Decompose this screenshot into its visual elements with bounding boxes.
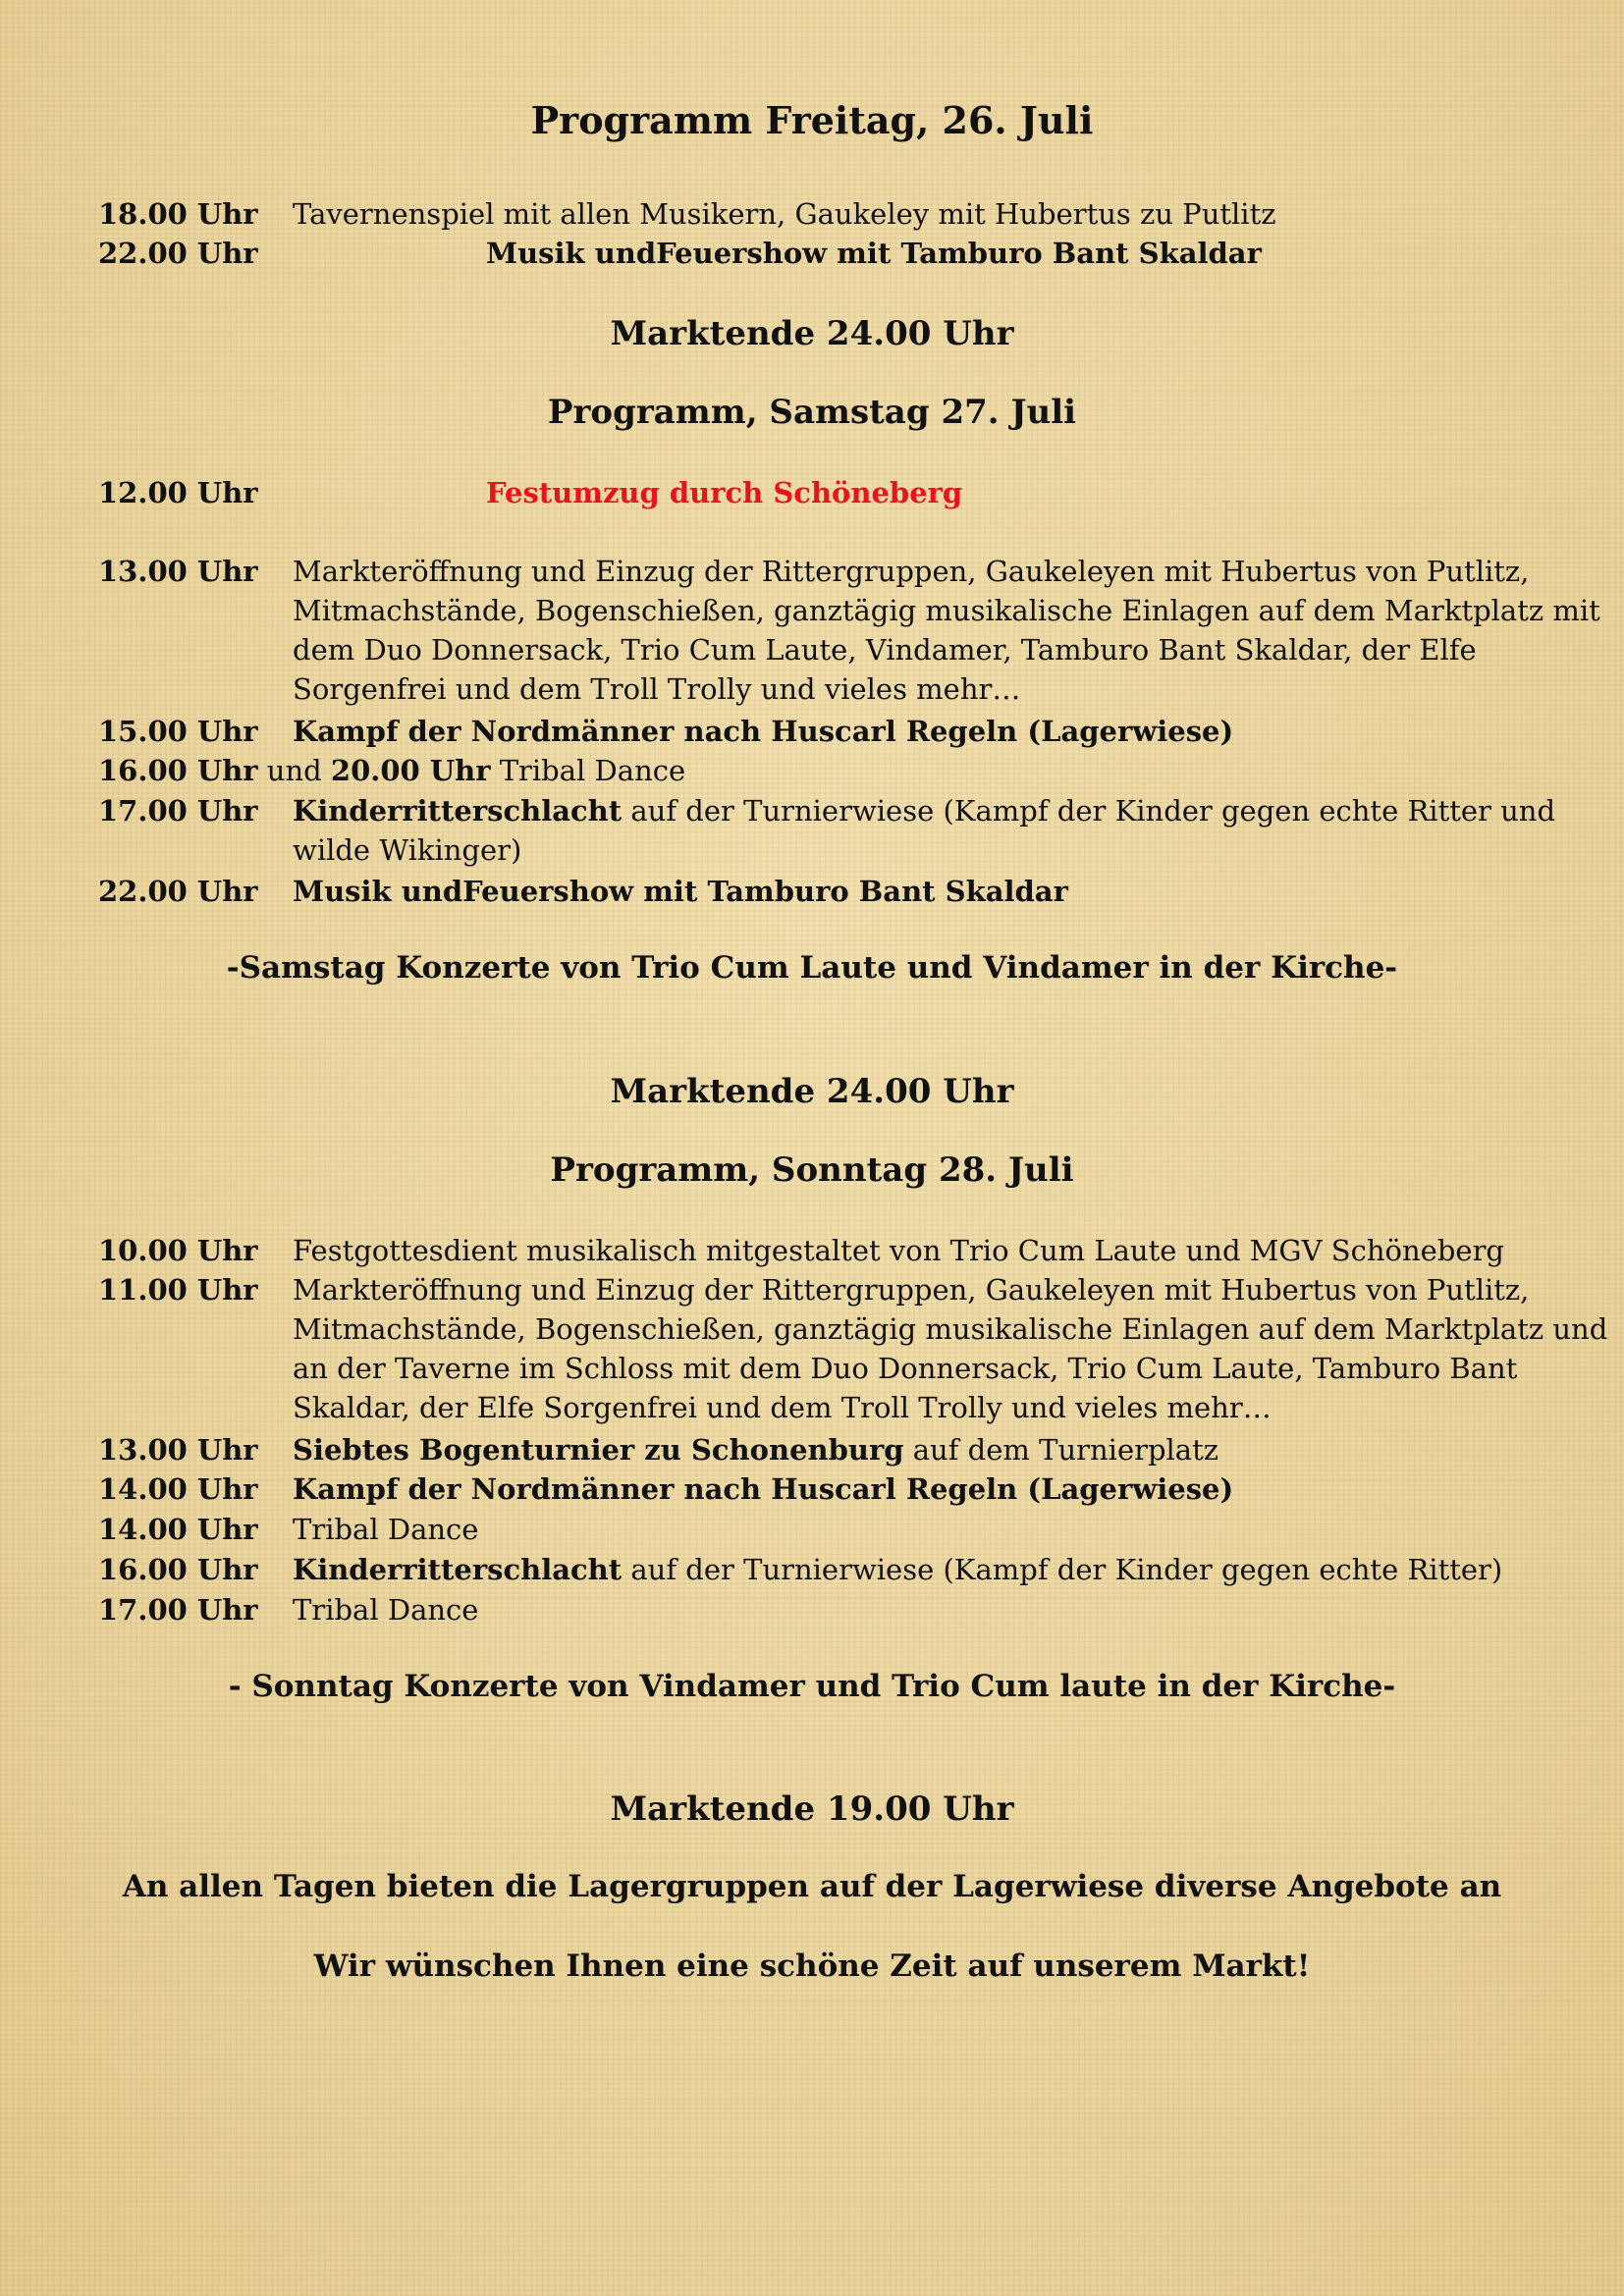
item-text: Festgottesdient musikalisch mitgestaltet von Trio Cum Laute und MGV Schöneberg: [293, 1234, 1505, 1267]
footer-note: An allen Tagen bieten die Lagergruppen auf der Lagerwiese diverse Angebote an: [122, 1869, 1502, 1904]
item-time: 16.00 Uhr: [98, 1553, 258, 1586]
item-time: 10.00 Uhr: [98, 1234, 258, 1267]
sunday-title: Programm, Sonntag 28. Juli: [550, 1150, 1074, 1190]
item-time: 14.00 Uhr: [98, 1472, 258, 1506]
item-text: Markteröffnung und Einzug der Rittergruppen, Gaukeleyen mit Hubertus von Putlitz, Mitmachstände, Bogenschießen, ganztägig musikalische Einlagen auf dem Marktplatz und an der Taverne im Schloss mit dem Duo Donnersack, Trio Cum Laute, Tamburo Bant Skaldar, der Elfe Sorgenfrei und dem Troll Trolly und vieles mehr…: [293, 1273, 1608, 1424]
item-time: 22.00 Uhr: [98, 237, 258, 270]
sunday-market-end: Marktende 19.00 Uhr: [610, 1789, 1014, 1829]
item-time: 13.00 Uhr: [98, 1433, 258, 1467]
item-text: [293, 1550, 1624, 1589]
item-text: Musik undFeuershow mit Tamburo Bant Skaldar: [486, 237, 1262, 270]
item-time: 12.00 Uhr: [98, 476, 258, 509]
item-text: Tribal Dance: [499, 754, 686, 787]
item-time: 17.00 Uhr: [98, 794, 258, 828]
item-time: 22.00 Uhr: [98, 875, 258, 908]
item-text-bold: Kinderritterschlacht: [293, 1553, 623, 1586]
footer-wish: Wir wünschen Ihnen eine schöne Zeit auf unserem Markt!: [313, 1949, 1311, 1984]
item-time: 18.00 Uhr: [98, 197, 258, 231]
item-text: Musik undFeuershow mit Tamburo Bant Skaldar: [293, 875, 1068, 908]
item-text: [293, 791, 1624, 870]
friday-title: Programm Freitag, 26. Juli: [530, 98, 1094, 142]
item-text: Tribal Dance: [293, 1593, 479, 1627]
item-text-rest: auf der Turnierwiese (Kampf der Kinder gegen echte Ritter und wilde Wikinger): [293, 794, 1556, 867]
friday-market-end: Marktende 24.00 Uhr: [610, 314, 1014, 353]
saturday-item: [98, 751, 685, 790]
sunday-concert: - Sonntag Konzerte von Vindamer und Trio Cum laute in der Kirche-: [228, 1669, 1396, 1704]
item-text: Markteröffnung und Einzug der Rittergruppen, Gaukeleyen mit Hubertus von Putlitz, Mitmachstände, Bogenschießen, ganztägig musikalische Einlagen auf dem Marktplatz mit dem Duo Donnersack, Trio Cum Laute, Vindamer, Tamburo Bant Skaldar, der Elfe Sorgenfrei und dem Troll Trolly und vieles mehr…: [293, 555, 1600, 706]
item-text-bold: Kinderritterschlacht: [293, 794, 623, 828]
item-time: 20.00 Uhr: [330, 754, 491, 787]
item-time: 13.00 Uhr: [98, 555, 258, 588]
saturday-title: Programm, Samstag 27. Juli: [547, 393, 1077, 432]
saturday-concert: -Samstag Konzerte von Trio Cum Laute und Vindamer in der Kirche-: [226, 950, 1398, 986]
item-text: Kampf der Nordmänner nach Huscarl Regeln (Lagerwiese): [293, 1472, 1234, 1506]
saturday-market-end: Marktende 24.00 Uhr: [610, 1072, 1014, 1111]
item-text-rest: auf der Turnierwiese (Kampf der Kinder gegen echte Ritter): [630, 1553, 1503, 1586]
item-text: Kampf der Nordmänner nach Huscarl Regeln (Lagerwiese): [293, 715, 1234, 748]
item-time: 15.00 Uhr: [98, 715, 258, 748]
item-connector: und: [266, 754, 322, 787]
item-text-bold: Siebtes Bogenturnier zu Schonenburg: [293, 1433, 904, 1467]
item-text: [293, 1430, 1624, 1469]
item-text: Tavernenspiel mit allen Musikern, Gaukeley mit Hubertus zu Putlitz: [293, 197, 1276, 231]
item-time: 16.00 Uhr: [98, 754, 258, 787]
item-text-rest: auf dem Turnierplatz: [912, 1433, 1219, 1467]
item-time: 11.00 Uhr: [98, 1273, 258, 1307]
item-text-highlight: Festumzug durch Schöneberg: [486, 476, 963, 509]
item-time: 14.00 Uhr: [98, 1513, 258, 1546]
item-time: 17.00 Uhr: [98, 1593, 258, 1627]
item-text: Tribal Dance: [293, 1513, 479, 1546]
